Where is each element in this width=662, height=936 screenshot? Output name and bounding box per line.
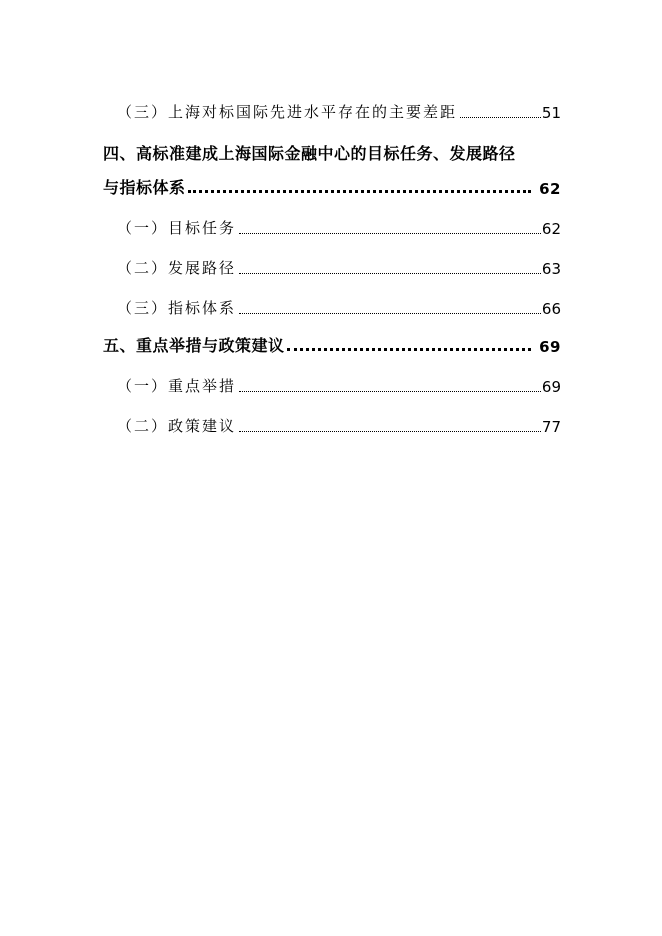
toc-entry-5[interactable]: [103, 322, 561, 356]
toc-entry-3-3[interactable]: [103, 82, 561, 122]
toc-entry-title: 五、重点举措与政策建议: [103, 336, 285, 355]
toc-entry-4-line1: [103, 130, 561, 164]
toc-entry-title: （一）重点举措: [117, 377, 237, 395]
toc-entry-title: （三）上海对标国际先进水平存在的主要差距: [117, 103, 458, 121]
toc-entry-page: 62: [539, 180, 561, 198]
toc-entry-page: 63: [541, 260, 561, 278]
toc-entry-page: 69: [541, 378, 561, 396]
table-of-contents: [103, 82, 561, 436]
dot-leader: [287, 348, 532, 351]
toc-entry-page: 51: [541, 104, 561, 122]
dot-leader: [239, 233, 541, 234]
toc-entry-4-1[interactable]: [103, 198, 561, 238]
toc-entry-title: （二）发展路径: [117, 259, 237, 277]
toc-entry-title-continued: 与指标体系: [103, 178, 186, 197]
toc-entry-4-2[interactable]: [103, 238, 561, 278]
toc-entry-title: （二）政策建议: [117, 417, 237, 435]
dot-leader: [239, 391, 541, 392]
toc-entry-4-line2: [103, 164, 561, 198]
dot-leader: [188, 190, 532, 193]
dot-leader: [239, 273, 541, 274]
toc-entry-title: （一）目标任务: [117, 219, 237, 237]
toc-entry-title: 四、高标准建成上海国际金融中心的目标任务、发展路径: [103, 144, 516, 163]
toc-entry-4[interactable]: [103, 130, 561, 198]
toc-entry-5-1[interactable]: [103, 356, 561, 396]
toc-entry-5-2[interactable]: [103, 396, 561, 436]
toc-entry-title: （三）指标体系: [117, 299, 237, 317]
toc-entry-4-3[interactable]: [103, 278, 561, 318]
dot-leader: [239, 431, 541, 432]
toc-entry-page: 69: [539, 338, 561, 356]
dot-leader: [239, 313, 541, 314]
toc-entry-page: 77: [541, 418, 561, 436]
dot-leader: [460, 117, 541, 118]
toc-entry-page: 66: [541, 300, 561, 318]
toc-entry-page: 62: [541, 220, 561, 238]
